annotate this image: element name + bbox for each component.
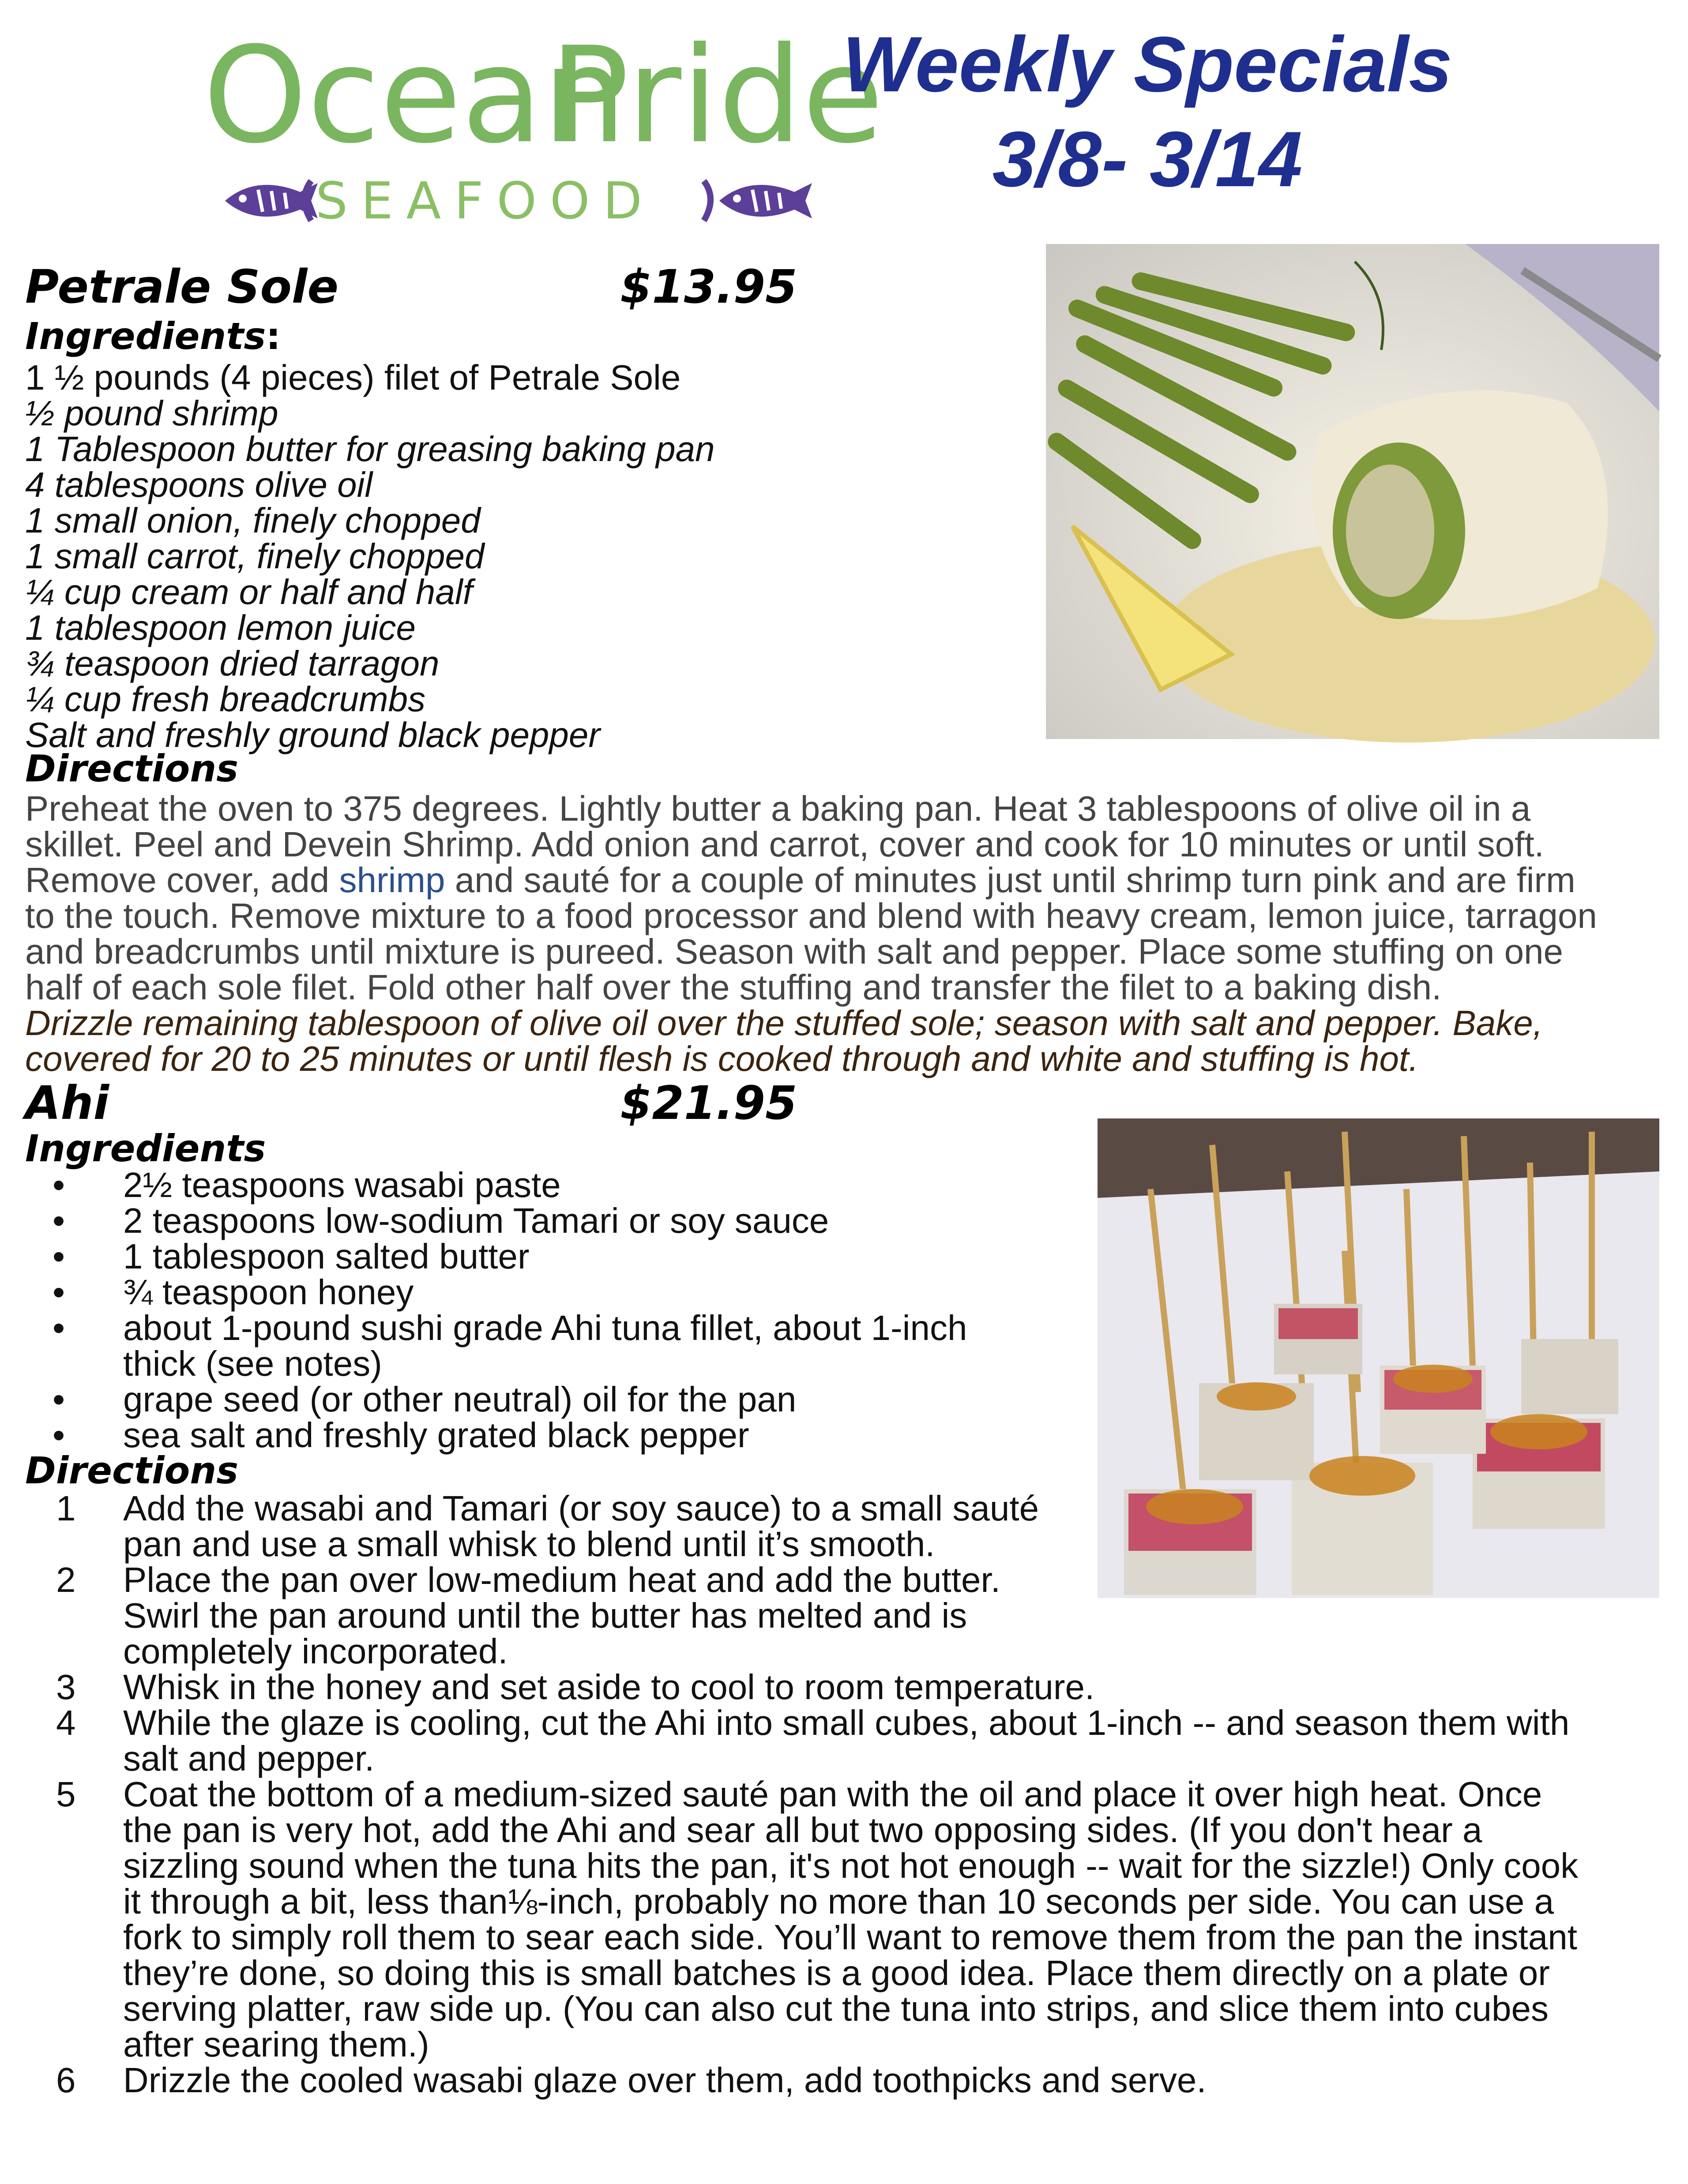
list-item: • 2½ teaspoons wasabi paste [53,1165,561,1205]
ingredient-item: 4 tablespoons olive oil [25,465,373,504]
ahi-photo [1098,1118,1659,1598]
ahi-ingredients-heading: Ingredients [25,1127,266,1170]
ingredient-item: Salt and freshly ground black pepper [25,715,601,754]
directions-line: to the touch. Remove mixture to a food processor and blend with heavy cream, lemon juice, tarragon [25,896,1597,935]
directions-line: Preheat the oven to 375 degrees. Lightly butter a baking pan. Heat 3 tablespoons of olive oil in a [25,789,1531,828]
directions-line: half of each sole filet. Fold other half over the stuffing and transfer the filet to a baking dish. [25,968,1442,1007]
ingredient-item: ¾ teaspoon dried tarragon [25,644,440,683]
ingredient-item: 1 small carrot, finely chopped [25,537,485,576]
ocean-pride-logo [203,9,884,238]
ahi-name: Ahi [25,1076,109,1130]
direction-step: 6 Drizzle the cooled wasabi glaze over them, add toothpicks and serve. [56,2060,1207,2100]
shrimp-link[interactable]: shrimp [339,860,445,900]
directions-line: Remove cover, add shrimp and sauté for a couple of minutes just until shrimp turn pink and are firm [25,860,1575,900]
ingredient-item: 1 small onion, finely chopped [25,501,481,540]
ingredient-item: 1 Tablespoon butter for greasing baking pan [25,429,715,469]
list-item: • sea salt and freshly grated black pepper [53,1415,749,1455]
ingredient-item: ¼ cup fresh breadcrumbs [25,679,426,719]
petrale-directions [25,791,1597,1077]
direction-step: 5 Coat the bottom of a medium-sized sauté pan with the oil and place it over high heat. Once the pan is very hot, add the Ahi and sear all but two opposing sides. (If you don't hear a sizzling sound when the tuna hits the pan, it's not hot enough -- wait for the sizzle!) Only cook it through a bit, less than⅛-inch, probably no more than 10 seconds per side. You can use a fork to simply roll them to sear each side. You’ll want to remove them from the pan the instant they’re done, so doing this is small batches is a good idea. Place them directly on a plate or serving platter, raw side up. (You can also cut the tuna into strips, and slice them into cubes after searing them.) [56,1775,1579,2064]
petrale-sole-photo [1046,244,1659,739]
ingredient-item: ¼ cup cream or half and half [25,572,473,612]
list-item: • ¾ teaspoon honey [53,1272,414,1312]
petrale-ingredients-list [25,360,715,753]
directions-line: and breadcrumbs until mixture is pureed. Season with salt and pepper. Place some stuffing on one [25,932,1564,971]
petrale-directions-heading: Directions [25,747,239,790]
petrale-sole-name: Petrale Sole [25,260,339,314]
weekly-specials-dates: 3/8- 3/14 [992,115,1303,203]
logo-word-pride: Pride [549,19,884,173]
ahi-directions-heading: Directions [25,1449,239,1492]
ahi-price: $21.95 [620,1076,797,1130]
list-item: • grape seed (or other neutral) oil for the pan [53,1380,797,1419]
direction-step: 1 Add the wasabi and Tamari (or soy sauce) to a small sauté pan and use a small whisk to blend until it’s smooth. [56,1489,1039,1564]
ahi-ingredients-list [25,1167,967,1453]
weekly-specials-title: Weekly Specials [842,20,1453,108]
directions-line: skillet. Peel and Devein Shrimp. Add onion and carrot, cover and cook for 10 minutes or until soft. [25,825,1544,864]
directions-line: Drizzle remaining tablespoon of olive oil over the stuffed sole; season with salt and pepper. Bake, [25,1003,1543,1043]
ingredient-item: 1 ½ pounds (4 pieces) filet of Petrale Sole [25,358,681,397]
ingredient-item: ½ pound shrimp [25,394,278,433]
ingredient-item: 1 tablespoon lemon juice [25,608,416,647]
logo-word-ocean: Ocean [203,19,627,173]
petrale-ingredients-heading: Ingredients: [25,315,281,358]
list-item: • 2 teaspoons low-sodium Tamari or soy sauce [53,1201,829,1240]
direction-step: 4 While the glaze is cooling, cut the Ahi into small cubes, about 1-inch -- and season them with salt and pepper. [56,1703,1570,1778]
fish-right-icon [719,183,812,218]
list-item: • 1 tablespoon salted butter [53,1237,530,1276]
petrale-sole-price: $13.95 [620,260,797,314]
directions-line: covered for 20 to 25 minutes or until flesh is cooked through and white and stuffing is hot. [25,1039,1419,1078]
direction-step: 2 Place the pan over low-medium heat and add the butter. Swirl the pan around until the butter has melted and is completely incorporated. [56,1560,1000,1671]
list-item: • about 1-pound sushi grade Ahi tuna fillet, about 1-inch thick (see notes) [53,1308,967,1383]
direction-step: 3 Whisk in the honey and set aside to cool to room temperature. [56,1667,1095,1707]
logo-seafood: SEAFOOD [316,172,656,231]
